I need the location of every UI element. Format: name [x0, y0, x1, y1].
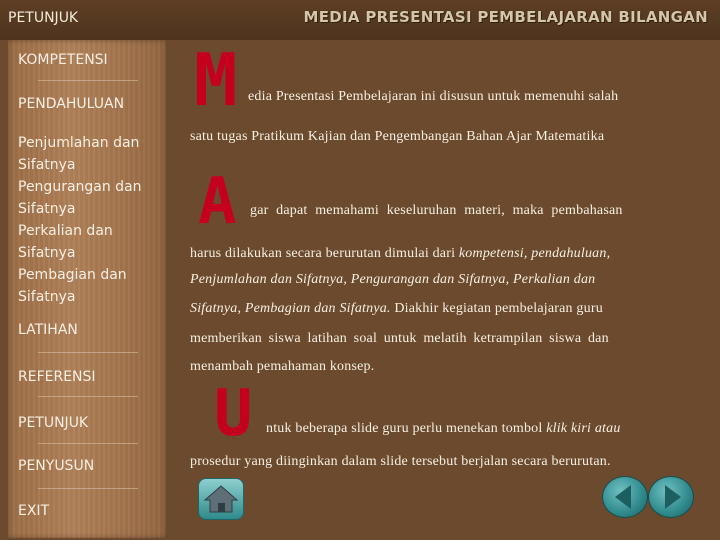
- sidebar-item-penjumlahan-line2[interactable]: Sifatnya: [18, 157, 76, 173]
- main-content: [190, 0, 670, 540]
- sidebar-item-referensi[interactable]: REFERENSI: [18, 369, 96, 385]
- paragraph-3-line-2: prosedur yang diinginkan dalam slide tersebut berjalan secara berurutan.: [190, 454, 611, 469]
- paragraph-2-line-2: harus dilakukan secara berurutan dimulai dari kompetensi, pendahuluan,: [190, 246, 611, 261]
- sidebar-divider: [38, 80, 138, 81]
- prev-button[interactable]: [602, 476, 648, 518]
- sidebar-divider: [38, 443, 138, 444]
- next-button[interactable]: [648, 476, 694, 518]
- sidebar-item-pengurangan-line2[interactable]: Sifatnya: [18, 201, 76, 217]
- paragraph-3-line-1: ntuk beberapa slide guru perlu menekan tombol klik kiri atau: [266, 421, 621, 436]
- dropcap-u: U: [214, 377, 253, 451]
- sidebar-item-latihan[interactable]: LATIHAN: [18, 322, 78, 338]
- sidebar-item-pembagian-line1[interactable]: Pembagian dan: [18, 267, 127, 283]
- sidebar-item-perkalian-line1[interactable]: Perkalian dan: [18, 223, 113, 239]
- sidebar-divider: [38, 352, 138, 353]
- paragraph-1-line-1: edia Presentasi Pembelajaran ini disusun untuk memenuhi salah: [248, 89, 619, 104]
- sidebar-item-materi[interactable]: [18, 132, 158, 308]
- sidebar-item-pengurangan-line1[interactable]: Pengurangan dan: [18, 179, 142, 195]
- paragraph-2-line-3: Penjumlahan dan Sifatnya, Pengurangan dan Sifatnya, Perkalian dan: [190, 272, 596, 287]
- dropcap-m: M: [194, 38, 238, 122]
- paragraph-2-line-1: gar dapat memahami keseluruhan materi, maka pembahasan: [250, 203, 623, 218]
- sidebar-item-kompetensi[interactable]: KOMPETENSI: [18, 52, 108, 68]
- paragraph-2-line-5: memberikan siswa latihan soal untuk melatih ketrampilan siswa dan: [190, 331, 609, 346]
- sidebar-item-pembagian-line2[interactable]: Sifatnya: [18, 289, 76, 305]
- sidebar-divider: [38, 396, 138, 397]
- sidebar-item-penjumlahan-line1[interactable]: Penjumlahan dan: [18, 135, 140, 151]
- sidebar-divider: [38, 488, 138, 489]
- sidebar-item-petunjuk[interactable]: PETUNJUK: [18, 415, 89, 431]
- sidebar-item-perkalian-line2[interactable]: Sifatnya: [18, 245, 76, 261]
- paragraph-1-line-2: satu tugas Pratikum Kajian dan Pengembangan Bahan Ajar Matematika: [190, 129, 605, 144]
- paragraph-2-line-6: menambah pemahaman konsep.: [190, 359, 375, 374]
- arrow-right-icon: [649, 477, 693, 517]
- home-icon: [199, 479, 243, 519]
- section-title: PETUNJUK: [8, 10, 79, 26]
- home-button[interactable]: [198, 478, 244, 520]
- sidebar-item-penyusun[interactable]: PENYUSUN: [18, 458, 95, 474]
- sidebar-item-exit[interactable]: EXIT: [18, 503, 50, 519]
- dropcap-a: A: [198, 165, 237, 239]
- sidebar-item-pendahuluan[interactable]: PENDAHULUAN: [18, 96, 125, 112]
- paragraph-2-line-4: Sifatnya, Pembagian dan Sifatnya. Diakhir kegiatan pembelajaran guru: [190, 301, 603, 316]
- arrow-left-icon: [603, 477, 647, 517]
- sidebar-nav: [8, 40, 166, 538]
- presentation-title: MEDIA PRESENTASI PEMBELAJARAN BILANGAN: [303, 8, 708, 26]
